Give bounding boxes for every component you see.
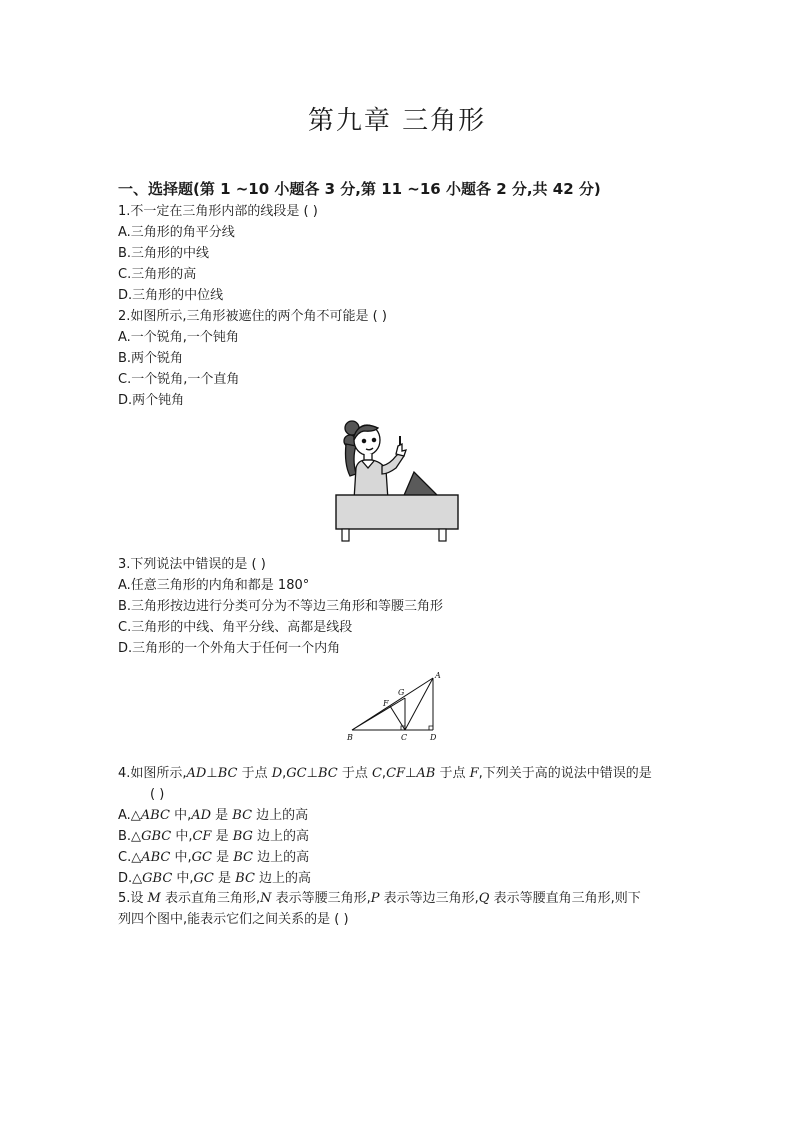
q4-var: AD bbox=[186, 766, 207, 781]
question-2-stem: 2.如图所示,三角形被遮住的两个角不可能是 ( ) bbox=[118, 309, 387, 324]
q4-text: 于点 bbox=[337, 766, 372, 781]
opt-var: BC bbox=[232, 808, 253, 823]
opt-text: 是 bbox=[213, 871, 236, 886]
section-title: 一、选择题(第 1 ~10 小题各 3 分,第 11 ~16 小题各 2 分,共 42 分) bbox=[118, 180, 601, 198]
q5-text: 表示等腰三角形, bbox=[271, 891, 371, 906]
q4-text: 4.如图所示, bbox=[118, 766, 187, 781]
q4-text: 于点 bbox=[435, 766, 470, 781]
opt-var: ABC bbox=[140, 808, 170, 823]
q3-option-b: B.三角形按边进行分类可分为不等边三角形和等腰三角形 bbox=[118, 599, 444, 614]
q5-var: M bbox=[147, 891, 161, 906]
opt-var: CF bbox=[192, 829, 212, 844]
opt-var: BG bbox=[232, 829, 253, 844]
q4-text: , bbox=[381, 766, 387, 781]
q4-option-d bbox=[118, 870, 311, 887]
q4-text: ⊥ bbox=[306, 766, 318, 781]
q4-text: ,下列关于高的说法中错误的是 bbox=[478, 766, 652, 781]
opt-var: GBC bbox=[141, 829, 172, 844]
q2-option-a: A.一个锐角,一个钝角 bbox=[118, 330, 239, 345]
q4-var: D bbox=[271, 766, 283, 781]
q2-option-d: D.两个钝角 bbox=[118, 393, 185, 408]
opt-text: D.△ bbox=[118, 871, 143, 886]
opt-text: A.△ bbox=[118, 808, 141, 823]
opt-text: 边上的高 bbox=[252, 829, 310, 844]
q3-option-d: D.三角形的一个外角大于任何一个内角 bbox=[118, 641, 341, 656]
question-5-stem bbox=[118, 890, 641, 907]
q5-text: 表示直角三角形, bbox=[160, 891, 261, 906]
segment-cf bbox=[390, 706, 405, 730]
opt-text: 边上的高 bbox=[252, 808, 309, 823]
q4-var: BC bbox=[317, 766, 338, 781]
q1-option-a: A.三角形的角平分线 bbox=[118, 225, 235, 240]
opt-var: GC bbox=[191, 850, 212, 865]
q4-text: , bbox=[282, 766, 287, 781]
opt-var: AD bbox=[191, 808, 212, 823]
page-title: 第九章 三角形 bbox=[307, 106, 487, 136]
opt-var: GBC bbox=[142, 871, 173, 886]
label-d: D bbox=[430, 733, 437, 742]
opt-text: 中, bbox=[169, 808, 192, 823]
question-3-stem: 3.下列说法中错误的是 ( ) bbox=[118, 557, 266, 572]
opt-text: 是 bbox=[211, 808, 233, 823]
q4-answer-bracket: ( ) bbox=[150, 787, 165, 802]
opt-var: BC bbox=[233, 850, 253, 865]
q2-option-b: B.两个锐角 bbox=[118, 351, 184, 366]
q1-option-c: C.三角形的高 bbox=[118, 267, 197, 282]
opt-text: 中, bbox=[172, 871, 194, 886]
opt-text: 边上的高 bbox=[254, 871, 312, 886]
segment-ac bbox=[405, 678, 433, 730]
opt-text: 中, bbox=[170, 850, 192, 865]
q5-text: 5.设 bbox=[118, 891, 148, 906]
q4-text: 于点 bbox=[237, 766, 272, 781]
q4-var: CF bbox=[386, 766, 406, 781]
girl-triangle-figure bbox=[330, 414, 465, 544]
label-a: A bbox=[435, 671, 441, 680]
opt-text: 是 bbox=[211, 850, 234, 865]
q4-var: BC bbox=[217, 766, 238, 781]
question-4-stem bbox=[118, 765, 652, 782]
opt-var: GC bbox=[193, 871, 214, 886]
label-g: G bbox=[398, 688, 405, 697]
triangle-abc-figure bbox=[344, 668, 454, 748]
opt-text: B.△ bbox=[118, 829, 142, 844]
q4-option-a bbox=[118, 807, 308, 824]
question-5-stem-line-2: 列四个图中,能表示它们之间关系的是 ( ) bbox=[118, 912, 349, 927]
q5-text: 表示等边三角形, bbox=[379, 891, 479, 906]
label-c: C bbox=[401, 733, 408, 742]
question-1-stem: 1.不一定在三角形内部的线段是 ( ) bbox=[118, 204, 318, 219]
q3-option-a: A.任意三角形的内角和都是 180° bbox=[118, 578, 310, 593]
opt-var: BC bbox=[235, 871, 255, 886]
q2-option-c: C.一个锐角,一个直角 bbox=[118, 372, 240, 387]
q5-var: N bbox=[260, 891, 272, 906]
q5-var: P bbox=[370, 891, 380, 906]
q1-option-d: D.三角形的中位线 bbox=[118, 288, 224, 303]
label-f: F bbox=[383, 699, 389, 708]
opt-text: C.△ bbox=[118, 850, 142, 865]
label-b: B bbox=[347, 733, 353, 742]
q4-var: GC bbox=[286, 766, 307, 781]
segment-bg bbox=[352, 698, 405, 730]
q4-option-b bbox=[118, 828, 309, 845]
opt-text: 边上的高 bbox=[252, 850, 310, 865]
opt-text: 中, bbox=[171, 829, 193, 844]
desk bbox=[336, 495, 458, 529]
q4-var: F bbox=[469, 766, 479, 781]
q5-text: 表示等腰直角三角形,则下 bbox=[489, 891, 641, 906]
q4-text: ⊥ bbox=[405, 766, 417, 781]
q1-option-b: B.三角形的中线 bbox=[118, 246, 210, 261]
opt-text: 是 bbox=[211, 829, 233, 844]
q4-option-c bbox=[118, 849, 309, 866]
opt-var: ABC bbox=[141, 850, 171, 865]
q3-option-c: C.三角形的中线、角平分线、高都是线段 bbox=[118, 620, 353, 635]
q4-var: C bbox=[371, 766, 382, 781]
q5-var: Q bbox=[478, 891, 490, 906]
q4-text: ⊥ bbox=[206, 766, 218, 781]
q4-var: AB bbox=[416, 766, 436, 781]
